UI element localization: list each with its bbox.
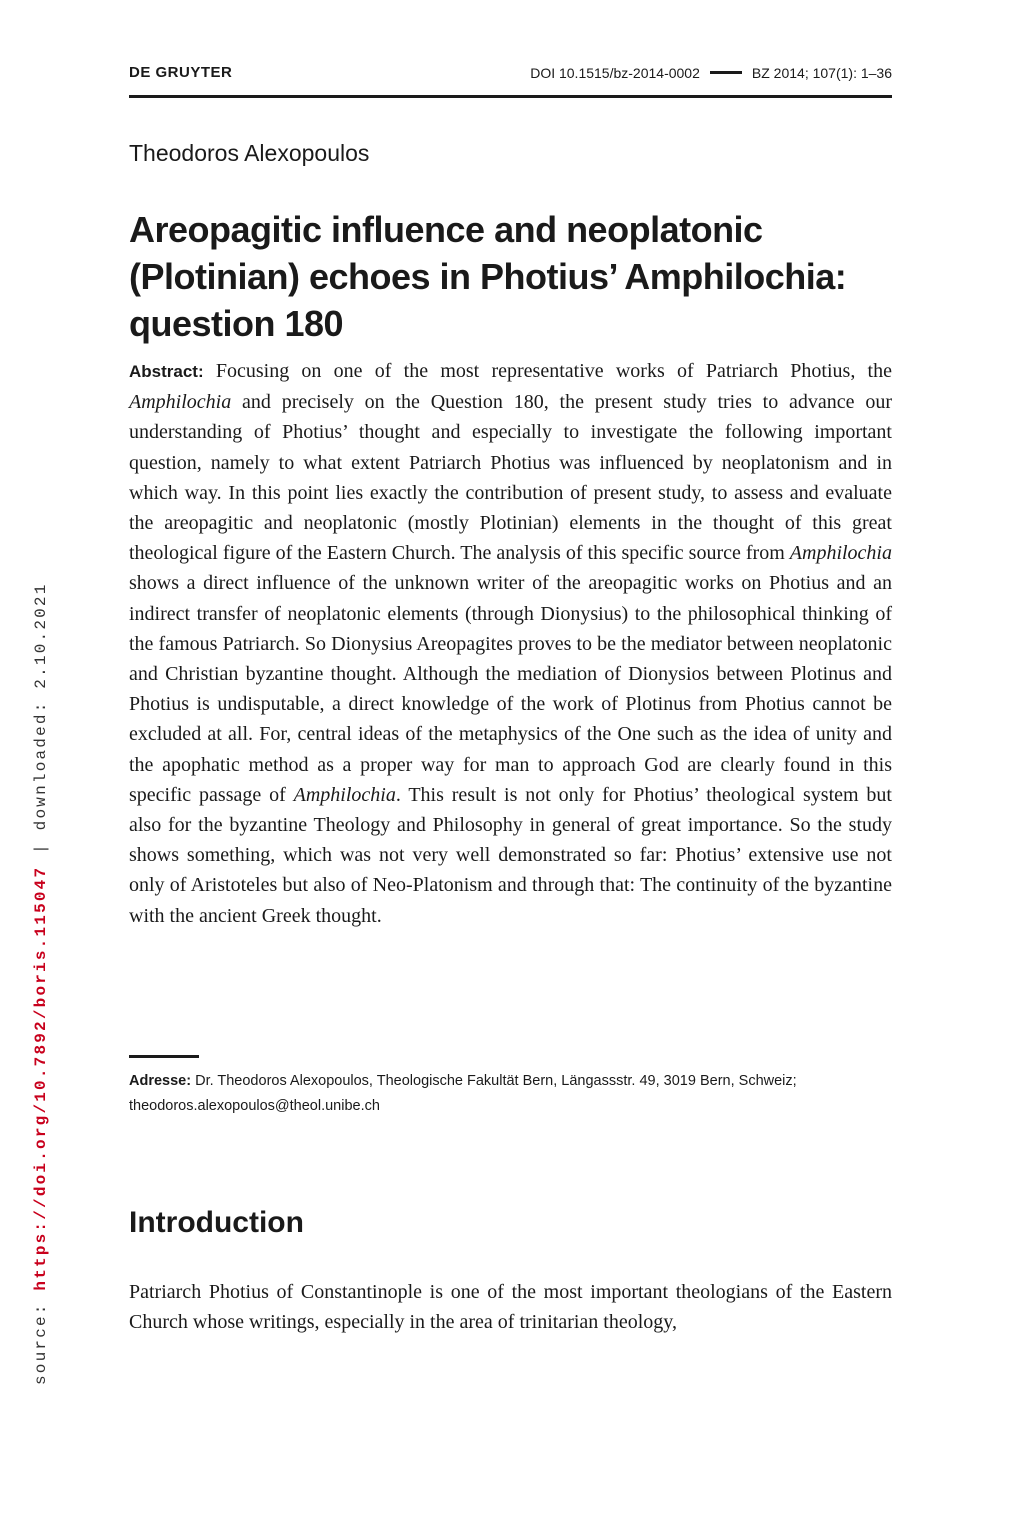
running-header: [129, 64, 892, 86]
source-sidebar: [32, 582, 50, 1385]
doi-text: DOI 10.1515/bz-2014-0002: [530, 65, 700, 81]
abstract-text: . This result is not only for Photius’ theological system but also for the byzantine Theology and Philosophy in general of great importance. So the study shows something, which was not very well demonstrated so far: Photius’ extensive use not only of Aristoteles but also of Neo-Platonism and through that: The continuity of the byzantine with the ancient Greek thought.: [129, 783, 892, 927]
sidebar-separator: |: [32, 830, 50, 866]
source-link[interactable]: https://doi.org/10.7892/boris.115047: [32, 865, 50, 1291]
author-name: Theodoros Alexopoulos: [129, 140, 370, 166]
publisher-logo: DE GRUYTER: [129, 64, 233, 81]
download-date: downloaded: 2.10.2021: [32, 582, 50, 831]
article-title: Areopagitic influence and neoplatonic (Plotinian) echoes in Photius’ Amphilochia: question 180: [129, 209, 847, 344]
abstract-emphasis: Amphilochia: [293, 783, 396, 806]
source-label: source:: [32, 1290, 50, 1385]
intro-paragraph: Patriarch Photius of Constantinople is one of the most important theologians of the Eastern Church whose writings, especially in the area of trinitarian theology,: [129, 1281, 892, 1333]
abstract-label: Abstract:: [129, 362, 204, 381]
footnote-rule: [129, 1055, 199, 1058]
abstract-text: shows a direct influence of the unknown writer of the areopagitic works on Photius and an indirect transfer of neoplatonic elements (through Dionysius) to the philosophical thinking of the famous Patriarch. So Dionysius Areopagites proves to be the mediator between neoplatonic and Christian byzantine thought. Although the mediation of Dionysios between Plotinus and Photius is undisputable, a direct knowledge of the work of Plotinus from Photius cannot be excluded at all. For, central ideas of the metaphysics of the One such as the idea of unity and the apophatic method as a proper way for man to approach God are clearly found in this specific passage of: [129, 572, 892, 806]
address-label: Adresse:: [129, 1073, 192, 1089]
author-address: [129, 1069, 899, 1119]
abstract-text: and precisely on the Question 180, the present study tries to advance our understanding of Photius’ thought and especially to investigate the following important question, namely to what extent Patriarch Photius was influenced by neoplatonism and in which way. In this point lies exactly the contribution of present study, to assess and evaluate the areopagitic and neoplatonic (mostly Plotinian) elements in the thought of this great theological figure of the Eastern Church. The analysis of this specific source from: [129, 391, 892, 565]
section-heading: Introduction: [129, 1206, 304, 1239]
journal-meta: [530, 65, 892, 81]
abstract-emphasis: Amphilochia: [789, 542, 892, 565]
header-rule: [129, 95, 892, 98]
header-separator: [710, 71, 742, 74]
abstract: [129, 356, 892, 931]
citation-text: BZ 2014; 107(1): 1–36: [751, 65, 892, 81]
address-text: Dr. Theodoros Alexopoulos, Theologische Fakultät Bern, Längassstr. 49, 3019 Bern, Schweiz; theodoros.alexopoulos@theol.unibe.ch: [129, 1073, 797, 1114]
abstract-emphasis: Amphilochia: [129, 391, 232, 414]
abstract-text: Focusing on one of the most representative works of Patriarch Photius, the: [203, 360, 892, 382]
